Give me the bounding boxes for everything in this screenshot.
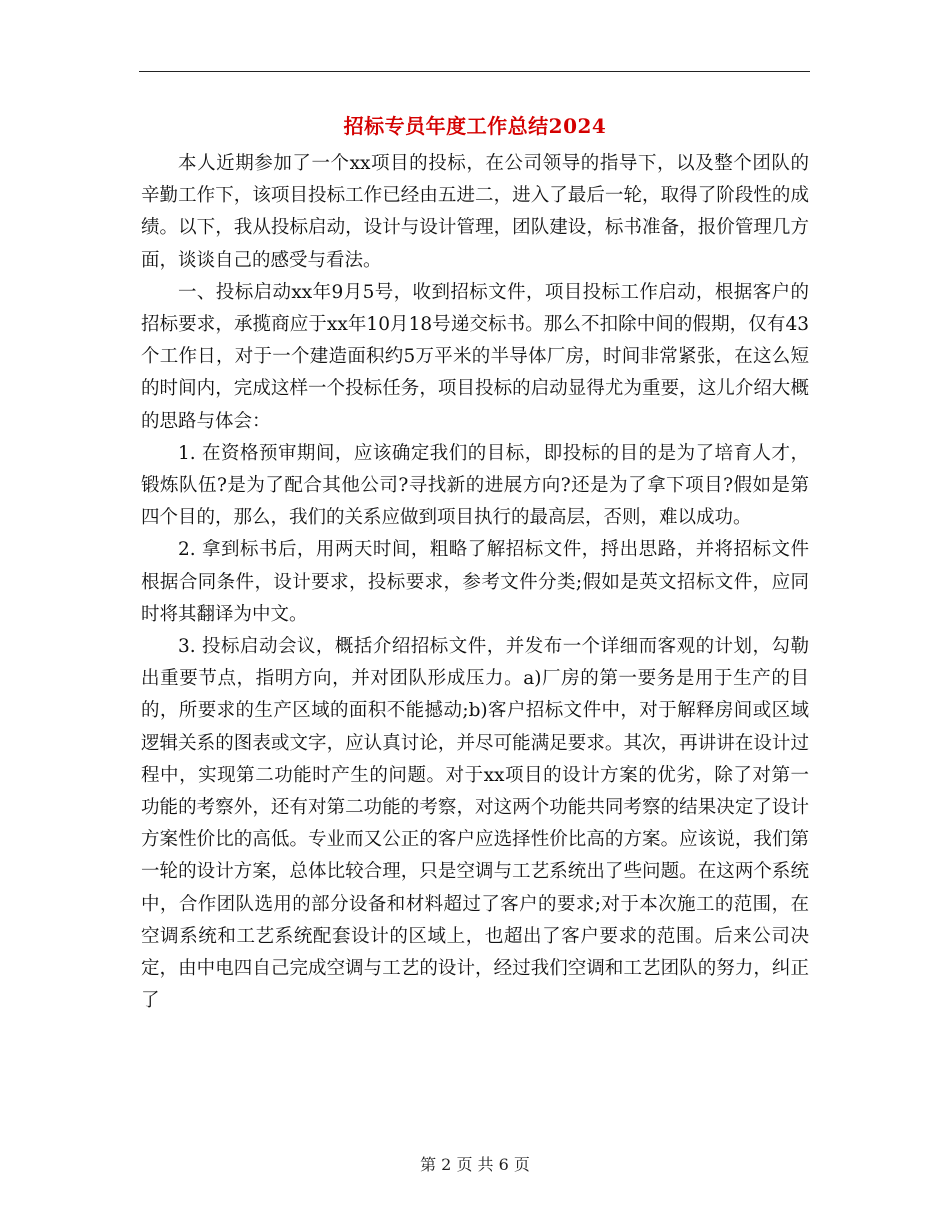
document-title: 招标专员年度工作总结2024 — [343, 114, 607, 138]
paragraph-section-1: 一、投标启动xx年9月5号，收到招标文件，项目投标工作启动，根据客户的招标要求，承揽商应于xx年10月18号递交标书。那么不扣除中间的假期，仅有43个工作日，对于一个建造面积约5万平米的半导体厂房，时间非常紧张，在这么短的时间内，完成这样一个投标任务，项目投标的启动显得尤为重要，这儿介绍大概的思路与体会： — [141, 281, 809, 432]
header-rule — [139, 71, 810, 72]
paragraph-item-1: 1. 在资格预审期间，应该确定我们的目标，即投标的目的是为了培育人才，锻炼队伍?是为了配合其他公司?寻找新的进展方向?还是为了拿下项目?假如是第四个目的，那么，我们的关系应做到项目执行的最高层，否则，难以成功。 — [141, 442, 809, 529]
page-number-footer: 第 2 页 共 6 页 — [420, 1155, 530, 1174]
paragraph-intro: 本人近期参加了一个xx项目的投标，在公司领导的指导下，以及整个团队的辛勤工作下，该项目投标工作已经由五进二，进入了最后一轮，取得了阶段性的成绩。以下，我从投标启动，设计与设计管理，团队建设，标书准备，报价管理几方面，谈谈自己的感受与看法。 — [141, 153, 809, 271]
document-body — [141, 148, 809, 1017]
paragraph-item-3: 3. 投标启动会议，概括介绍招标文件，并发布一个详细而客观的计划，勾勒出重要节点，指明方向，并对团队形成压力。a)厂房的第一要务是用于生产的目的，所要求的生产区域的面积不能撼动;b)客户招标文件中，对于解释房间或区域逻辑关系的图表或文字，应认真讨论，并尽可能满足要求。其次，再讲讲在设计过程中，实现第二功能时产生的问题。对于xx项目的设计方案的优劣，除了对第一功能的考察外，还有对第二功能的考察，对这两个功能共同考察的结果决定了设计方案性价比的高低。专业而又公正的客户应选择性价比高的方案。应该说，我们第一轮的设计方案，总体比较合理，只是空调与工艺系统出了些问题。在这两个系统中，合作团队选用的部分设备和材料超过了客户的要求;对于本次施工的范围，在空调系统和工艺系统配套设计的区域上，也超出了客户要求的范围。后来公司决定，由中电四自己完成空调与工艺的设计，经过我们空调和工艺团队的努力，纠正了 — [141, 636, 809, 1012]
paragraph-item-2: 2. 拿到标书后，用两天时间，粗略了解招标文件，捋出思路，并将招标文件根据合同条件，设计要求，投标要求，参考文件分类;假如是英文招标文件，应同时将其翻译为中文。 — [141, 539, 809, 625]
